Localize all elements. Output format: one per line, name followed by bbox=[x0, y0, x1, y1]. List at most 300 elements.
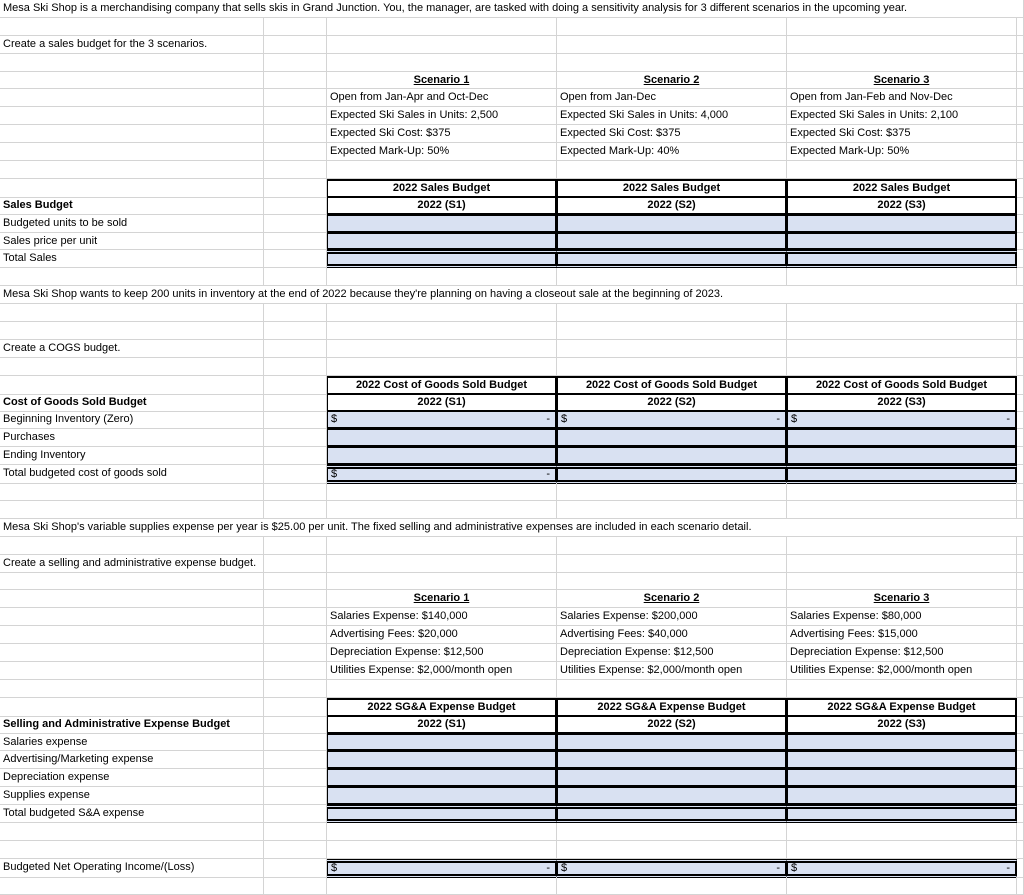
input-cell-s1[interactable] bbox=[327, 465, 557, 484]
cell[interactable] bbox=[327, 823, 557, 841]
cell[interactable] bbox=[264, 769, 327, 787]
cell[interactable] bbox=[1017, 501, 1024, 519]
sga-header-s3[interactable]: 2022 SG&A Expense Budget bbox=[787, 698, 1017, 717]
scenario-2-detail[interactable]: Expected Ski Cost: $375 bbox=[557, 125, 787, 143]
cell[interactable] bbox=[1017, 322, 1024, 340]
scenario-2-detail[interactable]: Expected Ski Sales in Units: 4,000 bbox=[557, 107, 787, 125]
sales-col-s1[interactable]: 2022 (S1) bbox=[327, 197, 557, 215]
cell[interactable] bbox=[1017, 250, 1024, 268]
cell[interactable] bbox=[1017, 54, 1024, 72]
scenario-1-detail[interactable]: Advertising Fees: $20,000 bbox=[327, 626, 557, 644]
cogs-label[interactable]: Cost of Goods Sold Budget bbox=[0, 394, 264, 412]
cell[interactable] bbox=[264, 644, 327, 662]
cell[interactable] bbox=[1017, 805, 1024, 823]
cell[interactable] bbox=[264, 304, 327, 322]
cell[interactable] bbox=[1017, 537, 1024, 555]
cell[interactable] bbox=[557, 161, 787, 179]
cell[interactable] bbox=[327, 555, 557, 573]
input-cell-s2[interactable] bbox=[557, 805, 787, 823]
input-cell-s1[interactable] bbox=[327, 447, 557, 465]
cell[interactable] bbox=[1017, 608, 1024, 626]
cell[interactable] bbox=[327, 680, 557, 698]
row-label[interactable]: Depreciation expense bbox=[0, 769, 264, 787]
cell[interactable] bbox=[264, 555, 327, 573]
cell[interactable] bbox=[327, 54, 557, 72]
input-cell-s2[interactable] bbox=[557, 787, 787, 805]
cell[interactable] bbox=[1017, 340, 1024, 358]
cell[interactable] bbox=[787, 501, 1017, 519]
cell[interactable] bbox=[787, 268, 1017, 286]
cell[interactable] bbox=[264, 877, 327, 895]
cell[interactable] bbox=[264, 680, 327, 698]
cell[interactable] bbox=[1017, 89, 1024, 107]
scenario-1-detail[interactable]: Expected Ski Sales in Units: 2,500 bbox=[327, 107, 557, 125]
row-label[interactable]: Supplies expense bbox=[0, 787, 264, 805]
cell[interactable] bbox=[327, 340, 557, 358]
sga-col-s1[interactable]: 2022 (S1) bbox=[327, 716, 557, 734]
sales-header-s2[interactable]: 2022 Sales Budget bbox=[557, 179, 787, 198]
cell[interactable] bbox=[0, 143, 264, 161]
cell[interactable] bbox=[264, 805, 327, 823]
cell[interactable] bbox=[0, 125, 264, 143]
cogs-prompt[interactable]: Create a COGS budget. bbox=[0, 340, 264, 358]
cell[interactable] bbox=[1017, 662, 1024, 680]
cell[interactable] bbox=[264, 537, 327, 555]
sales-header-s1[interactable]: 2022 Sales Budget bbox=[327, 179, 557, 198]
cell[interactable] bbox=[327, 18, 557, 36]
scenario-3-detail[interactable]: Expected Ski Cost: $375 bbox=[787, 125, 1017, 143]
scenario-3-detail[interactable]: Depreciation Expense: $12,500 bbox=[787, 644, 1017, 662]
cell[interactable] bbox=[557, 268, 787, 286]
cell[interactable] bbox=[327, 537, 557, 555]
cell[interactable] bbox=[0, 573, 264, 591]
cell[interactable] bbox=[327, 841, 557, 859]
budget-row bbox=[0, 233, 1024, 251]
cell[interactable] bbox=[1017, 107, 1024, 125]
cell[interactable] bbox=[1017, 197, 1024, 215]
cell[interactable] bbox=[264, 734, 327, 752]
cell[interactable] bbox=[1017, 590, 1024, 608]
scenario-1-detail[interactable]: Depreciation Expense: $12,500 bbox=[327, 644, 557, 662]
cell[interactable] bbox=[787, 322, 1017, 340]
cogs-header-row bbox=[0, 376, 1024, 394]
cell[interactable] bbox=[0, 662, 264, 680]
cell[interactable] bbox=[787, 823, 1017, 841]
cell[interactable] bbox=[1017, 555, 1024, 573]
scenario-3-title[interactable]: Scenario 3 bbox=[787, 72, 1017, 90]
cell[interactable] bbox=[264, 662, 327, 680]
sga-label[interactable]: Selling and Administrative Expense Budget bbox=[0, 716, 264, 734]
cell[interactable] bbox=[557, 877, 787, 895]
cell[interactable] bbox=[327, 36, 557, 54]
cell[interactable] bbox=[264, 54, 327, 72]
cell[interactable] bbox=[787, 54, 1017, 72]
sga-col-s3[interactable]: 2022 (S3) bbox=[787, 716, 1017, 734]
scenario-2-detail[interactable]: Open from Jan-Dec bbox=[557, 89, 787, 107]
cell[interactable] bbox=[557, 18, 787, 36]
scenario-2-detail[interactable]: Utilities Expense: $2,000/month open bbox=[557, 662, 787, 680]
cell[interactable] bbox=[1017, 751, 1024, 769]
cell[interactable] bbox=[557, 483, 787, 501]
cell[interactable] bbox=[264, 358, 327, 376]
cell[interactable] bbox=[1017, 161, 1024, 179]
cell[interactable] bbox=[264, 716, 327, 734]
cell[interactable] bbox=[1017, 72, 1024, 90]
cell[interactable] bbox=[264, 215, 327, 233]
input-cell-s1[interactable] bbox=[327, 250, 557, 268]
cell[interactable] bbox=[1017, 125, 1024, 143]
zero-dash-value: - bbox=[776, 861, 780, 874]
input-cell-s2[interactable] bbox=[557, 465, 787, 484]
input-cell-s1[interactable] bbox=[327, 429, 557, 447]
cell[interactable] bbox=[1017, 304, 1024, 322]
cell[interactable] bbox=[787, 304, 1017, 322]
scenario-1-detail[interactable]: Salaries Expense: $140,000 bbox=[327, 608, 557, 626]
cell[interactable] bbox=[1017, 859, 1024, 878]
cell[interactable] bbox=[327, 304, 557, 322]
budget-row bbox=[0, 429, 1024, 447]
scenario-2-detail[interactable]: Expected Mark-Up: 40% bbox=[557, 143, 787, 161]
cell[interactable] bbox=[557, 680, 787, 698]
cell[interactable] bbox=[0, 698, 264, 717]
scenario-2-detail[interactable]: Depreciation Expense: $12,500 bbox=[557, 644, 787, 662]
cell[interactable] bbox=[1017, 233, 1024, 251]
cell[interactable] bbox=[0, 823, 264, 841]
cell[interactable] bbox=[1017, 411, 1024, 429]
cell[interactable] bbox=[0, 376, 264, 395]
scenario-3-detail[interactable]: Expected Ski Sales in Units: 2,100 bbox=[787, 107, 1017, 125]
scenario-2-detail[interactable]: Salaries Expense: $200,000 bbox=[557, 608, 787, 626]
cell[interactable] bbox=[1017, 358, 1024, 376]
scenario-3-detail[interactable]: Utilities Expense: $2,000/month open bbox=[787, 662, 1017, 680]
cell[interactable] bbox=[264, 376, 327, 395]
row-label[interactable]: Sales price per unit bbox=[0, 233, 264, 251]
cell[interactable] bbox=[0, 54, 264, 72]
cell[interactable] bbox=[264, 859, 327, 878]
cell[interactable] bbox=[327, 573, 557, 591]
input-cell-s2[interactable] bbox=[557, 411, 787, 429]
input-cell-s3[interactable] bbox=[787, 805, 1017, 823]
intro-text[interactable]: Mesa Ski Shop is a merchandising company that sells skis in Grand Junction. You, the manager, are tasked with doing a sensitivity analysis for 3 different scenarios in the upcoming year. bbox=[0, 0, 1024, 18]
cogs-col-s3[interactable]: 2022 (S3) bbox=[787, 394, 1017, 412]
cell[interactable] bbox=[1017, 644, 1024, 662]
cell[interactable] bbox=[0, 268, 264, 286]
scenario-2-detail[interactable]: Advertising Fees: $40,000 bbox=[557, 626, 787, 644]
budget-row bbox=[0, 751, 1024, 769]
input-cell-s3[interactable] bbox=[787, 734, 1017, 752]
scenario-1-detail[interactable]: Expected Ski Cost: $375 bbox=[327, 125, 557, 143]
input-cell-s1[interactable] bbox=[327, 859, 557, 878]
variable-supplies-note[interactable]: Mesa Ski Shop's variable supplies expense per year is $25.00 per unit. The fixed selling and administrative expenses are included in each scenario detail. bbox=[0, 519, 1024, 537]
input-cell-s3[interactable] bbox=[787, 787, 1017, 805]
cell[interactable] bbox=[787, 483, 1017, 501]
input-cell-s2[interactable] bbox=[557, 859, 787, 878]
cell[interactable] bbox=[264, 322, 327, 340]
cell[interactable] bbox=[0, 626, 264, 644]
cell[interactable] bbox=[264, 18, 327, 36]
cell[interactable] bbox=[264, 125, 327, 143]
cell[interactable] bbox=[557, 555, 787, 573]
cell[interactable] bbox=[0, 841, 264, 859]
sales-col-s3[interactable]: 2022 (S3) bbox=[787, 197, 1017, 215]
cell[interactable] bbox=[0, 89, 264, 107]
cell[interactable] bbox=[0, 483, 264, 501]
input-cell-s1[interactable] bbox=[327, 805, 557, 823]
scenario-3-detail[interactable]: Advertising Fees: $15,000 bbox=[787, 626, 1017, 644]
cell[interactable] bbox=[1017, 573, 1024, 591]
sga-header-s1[interactable]: 2022 SG&A Expense Budget bbox=[327, 698, 557, 717]
zero-dash-value: - bbox=[546, 413, 550, 426]
cell[interactable] bbox=[264, 394, 327, 412]
cell[interactable] bbox=[264, 573, 327, 591]
row-intro bbox=[0, 0, 1024, 18]
cell[interactable] bbox=[264, 233, 327, 251]
cell[interactable] bbox=[264, 787, 327, 805]
input-cell-s1[interactable] bbox=[327, 734, 557, 752]
input-cell-s3[interactable] bbox=[787, 429, 1017, 447]
cell[interactable] bbox=[1017, 877, 1024, 895]
cell[interactable] bbox=[1017, 18, 1024, 36]
cell[interactable] bbox=[264, 841, 327, 859]
inventory-note[interactable]: Mesa Ski Shop wants to keep 200 units in inventory at the end of 2022 because they're planning on having a closeout sale at the beginning of 2023. bbox=[0, 286, 1024, 304]
cell[interactable] bbox=[1017, 680, 1024, 698]
scenario-1-detail[interactable]: Expected Mark-Up: 50% bbox=[327, 143, 557, 161]
cell[interactable] bbox=[787, 555, 1017, 573]
cell[interactable] bbox=[327, 501, 557, 519]
cell[interactable] bbox=[1017, 769, 1024, 787]
input-cell-s1[interactable] bbox=[327, 787, 557, 805]
cogs-header-s1[interactable]: 2022 Cost of Goods Sold Budget bbox=[327, 376, 557, 395]
scenario-1-detail[interactable]: Open from Jan-Apr and Oct-Dec bbox=[327, 89, 557, 107]
scenario-1-title[interactable]: Scenario 1 bbox=[327, 72, 557, 90]
row-label[interactable]: Beginning Inventory (Zero) bbox=[0, 411, 264, 429]
scenario-detail-row bbox=[0, 662, 1024, 680]
cell[interactable] bbox=[1017, 483, 1024, 501]
cell[interactable] bbox=[327, 483, 557, 501]
cell[interactable] bbox=[264, 72, 327, 90]
input-cell-s2[interactable] bbox=[557, 233, 787, 251]
input-cell-s3[interactable] bbox=[787, 751, 1017, 769]
budget-row bbox=[0, 787, 1024, 805]
cell[interactable] bbox=[557, 573, 787, 591]
cell[interactable] bbox=[557, 340, 787, 358]
scenario-2-title[interactable]: Scenario 2 bbox=[557, 72, 787, 90]
cell[interactable] bbox=[264, 340, 327, 358]
cell[interactable] bbox=[264, 36, 327, 54]
input-cell-s2[interactable] bbox=[557, 250, 787, 268]
cell[interactable] bbox=[557, 358, 787, 376]
input-cell-s2[interactable] bbox=[557, 751, 787, 769]
cell[interactable] bbox=[557, 823, 787, 841]
sga-header-s2[interactable]: 2022 SG&A Expense Budget bbox=[557, 698, 787, 717]
cell[interactable] bbox=[264, 429, 327, 447]
cell[interactable] bbox=[264, 751, 327, 769]
cell[interactable] bbox=[264, 179, 327, 198]
scenario-detail-row bbox=[0, 644, 1024, 662]
cell[interactable] bbox=[787, 877, 1017, 895]
zero-dash-value: - bbox=[546, 468, 550, 481]
cell[interactable] bbox=[1017, 787, 1024, 805]
row-label[interactable]: Total budgeted cost of goods sold bbox=[0, 465, 264, 484]
cell[interactable] bbox=[0, 161, 264, 179]
row-scenario-titles bbox=[0, 72, 1024, 90]
cell[interactable] bbox=[264, 823, 327, 841]
cell[interactable] bbox=[557, 322, 787, 340]
cell[interactable] bbox=[264, 107, 327, 125]
cell[interactable] bbox=[0, 72, 264, 90]
cell[interactable] bbox=[264, 626, 327, 644]
cell[interactable] bbox=[787, 537, 1017, 555]
cell[interactable] bbox=[1017, 429, 1024, 447]
input-cell-s3[interactable] bbox=[787, 465, 1017, 484]
cell[interactable] bbox=[787, 36, 1017, 54]
cell[interactable] bbox=[0, 590, 264, 608]
cell[interactable] bbox=[264, 197, 327, 215]
cell[interactable] bbox=[557, 304, 787, 322]
cell[interactable] bbox=[1017, 268, 1024, 286]
cell[interactable] bbox=[787, 841, 1017, 859]
cell[interactable] bbox=[1017, 698, 1024, 717]
row-label[interactable]: Ending Inventory bbox=[0, 447, 264, 465]
row-label[interactable]: Total Sales bbox=[0, 250, 264, 268]
input-cell-s1[interactable] bbox=[327, 751, 557, 769]
row-label[interactable]: Purchases bbox=[0, 429, 264, 447]
input-cell-s2[interactable] bbox=[557, 215, 787, 233]
input-cell-s3[interactable] bbox=[787, 859, 1017, 878]
input-cell-s2[interactable] bbox=[557, 769, 787, 787]
cell[interactable] bbox=[787, 358, 1017, 376]
cell[interactable] bbox=[0, 358, 264, 376]
cell[interactable] bbox=[787, 573, 1017, 591]
cell[interactable] bbox=[0, 537, 264, 555]
cell[interactable] bbox=[1017, 376, 1024, 395]
row-sga-scenario-titles bbox=[0, 590, 1024, 608]
cell[interactable] bbox=[1017, 143, 1024, 161]
input-cell-s1[interactable] bbox=[327, 215, 557, 233]
cell[interactable] bbox=[787, 18, 1017, 36]
cell[interactable] bbox=[264, 501, 327, 519]
cell[interactable] bbox=[264, 161, 327, 179]
cell[interactable] bbox=[557, 54, 787, 72]
cell[interactable] bbox=[327, 268, 557, 286]
input-cell-s1[interactable] bbox=[327, 233, 557, 251]
cogs-col-s1[interactable]: 2022 (S1) bbox=[327, 394, 557, 412]
cell[interactable] bbox=[327, 358, 557, 376]
cell[interactable] bbox=[264, 698, 327, 717]
sga-prompt[interactable]: Create a selling and administrative expense budget. bbox=[0, 555, 264, 573]
cell[interactable] bbox=[264, 608, 327, 626]
cogs-col-s2[interactable]: 2022 (S2) bbox=[557, 394, 787, 412]
cell[interactable] bbox=[1017, 716, 1024, 734]
cell[interactable] bbox=[1017, 823, 1024, 841]
cell[interactable] bbox=[787, 680, 1017, 698]
cell[interactable] bbox=[557, 501, 787, 519]
scenario-3-detail[interactable]: Salaries Expense: $80,000 bbox=[787, 608, 1017, 626]
cogs-header-s2[interactable]: 2022 Cost of Goods Sold Budget bbox=[557, 376, 787, 395]
cell[interactable] bbox=[264, 143, 327, 161]
cell[interactable] bbox=[1017, 215, 1024, 233]
sales-col-s2[interactable]: 2022 (S2) bbox=[557, 197, 787, 215]
row-label[interactable]: Salaries expense bbox=[0, 734, 264, 752]
cell[interactable] bbox=[0, 18, 264, 36]
cell[interactable] bbox=[557, 36, 787, 54]
cell[interactable] bbox=[0, 501, 264, 519]
cell[interactable] bbox=[264, 250, 327, 268]
cell[interactable] bbox=[557, 841, 787, 859]
cell[interactable] bbox=[0, 680, 264, 698]
cell[interactable] bbox=[1017, 179, 1024, 198]
cell[interactable] bbox=[0, 179, 264, 198]
sales-prompt[interactable]: Create a sales budget for the 3 scenarios. bbox=[0, 36, 264, 54]
blank-row bbox=[0, 54, 1024, 72]
cell[interactable] bbox=[327, 161, 557, 179]
input-cell-s3[interactable] bbox=[787, 447, 1017, 465]
cell[interactable] bbox=[264, 590, 327, 608]
cogs-header-s3[interactable]: 2022 Cost of Goods Sold Budget bbox=[787, 376, 1017, 395]
input-cell-s3[interactable] bbox=[787, 769, 1017, 787]
input-cell-s3[interactable] bbox=[787, 215, 1017, 233]
cell[interactable] bbox=[264, 89, 327, 107]
sga-col-s2[interactable]: 2022 (S2) bbox=[557, 716, 787, 734]
cell[interactable] bbox=[1017, 36, 1024, 54]
input-cell-s2[interactable] bbox=[557, 734, 787, 752]
cell[interactable] bbox=[1017, 841, 1024, 859]
cell[interactable] bbox=[1017, 734, 1024, 752]
cell[interactable] bbox=[1017, 465, 1024, 484]
cell[interactable] bbox=[264, 411, 327, 429]
cell[interactable] bbox=[0, 107, 264, 125]
input-cell-s2[interactable] bbox=[557, 429, 787, 447]
cell[interactable] bbox=[787, 340, 1017, 358]
sga-scenario-1-title[interactable]: Scenario 1 bbox=[327, 590, 557, 608]
cell[interactable] bbox=[327, 877, 557, 895]
sga-scenario-2-title[interactable]: Scenario 2 bbox=[557, 590, 787, 608]
scenario-3-detail[interactable]: Open from Jan-Feb and Nov-Dec bbox=[787, 89, 1017, 107]
input-cell-s3[interactable] bbox=[787, 250, 1017, 268]
cell[interactable] bbox=[0, 608, 264, 626]
cell[interactable] bbox=[0, 322, 264, 340]
input-cell-s3[interactable] bbox=[787, 411, 1017, 429]
row-label[interactable]: Budgeted units to be sold bbox=[0, 215, 264, 233]
cell[interactable] bbox=[0, 877, 264, 895]
row-label[interactable]: Total budgeted S&A expense bbox=[0, 805, 264, 823]
cell[interactable] bbox=[557, 537, 787, 555]
scenario-3-detail[interactable]: Expected Mark-Up: 50% bbox=[787, 143, 1017, 161]
cell[interactable] bbox=[0, 304, 264, 322]
input-cell-s2[interactable] bbox=[557, 447, 787, 465]
cell[interactable] bbox=[264, 447, 327, 465]
cell[interactable] bbox=[264, 268, 327, 286]
cell[interactable] bbox=[1017, 394, 1024, 412]
input-cell-s1[interactable] bbox=[327, 769, 557, 787]
sales-header-s3[interactable]: 2022 Sales Budget bbox=[787, 179, 1017, 198]
cell[interactable] bbox=[0, 644, 264, 662]
blank-row bbox=[0, 573, 1024, 591]
input-cell-s1[interactable] bbox=[327, 411, 557, 429]
sales-budget-label[interactable]: Sales Budget bbox=[0, 197, 264, 215]
row-label[interactable]: Advertising/Marketing expense bbox=[0, 751, 264, 769]
row-label[interactable]: Budgeted Net Operating Income/(Loss) bbox=[0, 859, 264, 878]
cell[interactable] bbox=[787, 161, 1017, 179]
cell[interactable] bbox=[1017, 447, 1024, 465]
input-cell-s3[interactable] bbox=[787, 233, 1017, 251]
cell[interactable] bbox=[327, 322, 557, 340]
cell[interactable] bbox=[264, 483, 327, 501]
sga-scenario-3-title[interactable]: Scenario 3 bbox=[787, 590, 1017, 608]
cell[interactable] bbox=[1017, 626, 1024, 644]
scenario-1-detail[interactable]: Utilities Expense: $2,000/month open bbox=[327, 662, 557, 680]
cell[interactable] bbox=[264, 465, 327, 484]
